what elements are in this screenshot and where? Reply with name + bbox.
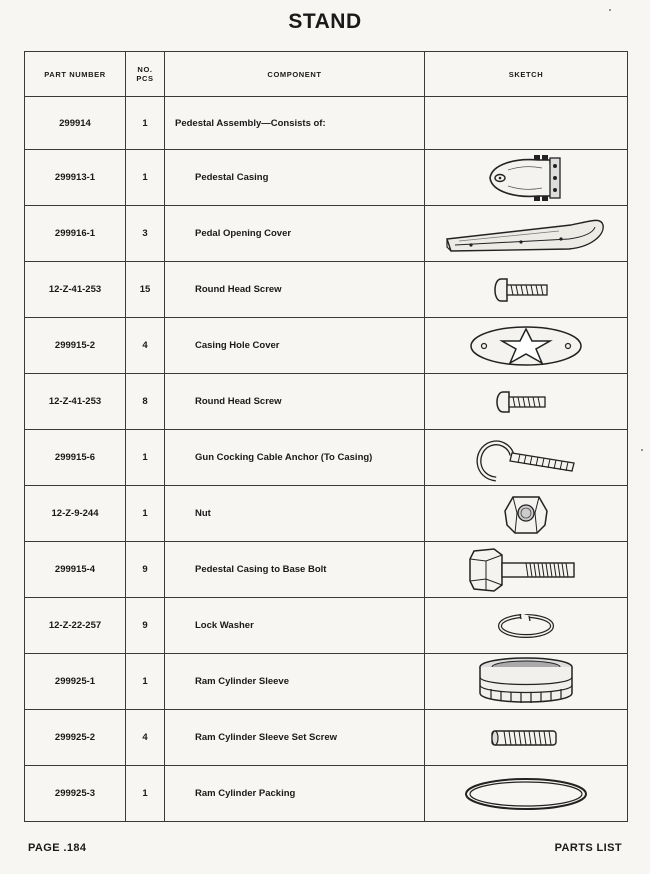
sketch-cell	[425, 206, 628, 262]
qty-cell: 4	[126, 318, 165, 374]
component-cell	[165, 710, 425, 766]
sketch-cell	[425, 542, 628, 598]
part-number-cell: 299916-1	[25, 206, 126, 262]
sketch-cell	[425, 318, 628, 374]
part-number-cell: 12-Z-41-253	[25, 374, 126, 430]
set-screw-icon	[486, 723, 566, 753]
sketch-cell	[425, 150, 628, 206]
component-cell	[165, 654, 425, 710]
parts-table	[24, 51, 628, 822]
sketch-cell	[425, 486, 628, 542]
round-head-screw-icon	[491, 275, 561, 305]
component-cell	[165, 318, 425, 374]
cylinder-sleeve-icon	[471, 655, 581, 709]
qty-cell: 1	[126, 766, 165, 822]
page-title: STAND	[288, 10, 362, 33]
table-row	[25, 206, 628, 262]
component-label: Round Head Screw	[195, 284, 282, 295]
part-number-cell: 299915-2	[25, 318, 126, 374]
qty-cell: 15	[126, 262, 165, 318]
component-label: Pedestal Casing to Base Bolt	[195, 564, 327, 575]
component-cell	[165, 262, 425, 318]
part-number-cell: 299915-4	[25, 542, 126, 598]
qty-cell: 8	[126, 374, 165, 430]
qty-cell: 1	[126, 430, 165, 486]
component-label: Ram Cylinder Packing	[195, 788, 296, 799]
sketch-cell	[425, 598, 628, 654]
part-number-cell: 299925-1	[25, 654, 126, 710]
part-number-cell: 299925-2	[25, 710, 126, 766]
qty-cell: 9	[126, 542, 165, 598]
header-no-pcs	[126, 52, 165, 97]
qty-cell: 1	[126, 486, 165, 542]
component-label: Lock Washer	[195, 620, 254, 631]
qty-cell: 9	[126, 598, 165, 654]
hex-bolt-icon	[466, 545, 586, 595]
qty-cell: 4	[126, 710, 165, 766]
component-cell	[165, 486, 425, 542]
round-head-screw-icon	[491, 387, 561, 417]
section-label: PARTS LIST	[554, 842, 622, 854]
table-row	[25, 542, 628, 598]
part-number-cell: 299913-1	[25, 150, 126, 206]
sketch-cell	[425, 430, 628, 486]
header-part-number: PART NUMBER	[25, 52, 126, 97]
page-number: PAGE .184	[28, 842, 87, 854]
component-label: Pedestal Casing	[195, 172, 269, 183]
sketch-cell	[425, 262, 628, 318]
table-row	[25, 710, 628, 766]
hook-anchor-icon	[466, 433, 586, 483]
header-no-pcs-line2: PCS	[136, 74, 154, 83]
qty-cell: 1	[126, 97, 165, 150]
table-row	[25, 318, 628, 374]
component-label: Pedal Opening Cover	[195, 228, 292, 239]
part-number-cell: 299915-6	[25, 430, 126, 486]
component-label: Round Head Screw	[195, 396, 282, 407]
component-cell	[165, 150, 425, 206]
component-label: Casing Hole Cover	[195, 340, 280, 351]
component-cell	[165, 374, 425, 430]
table-row	[25, 150, 628, 206]
part-number-cell: 12-Z-22-257	[25, 598, 126, 654]
component-label: Ram Cylinder Sleeve Set Screw	[195, 732, 338, 743]
component-cell	[165, 598, 425, 654]
component-cell	[165, 430, 425, 486]
table-header-row	[25, 52, 628, 97]
component-label: Pedestal Assembly—Consists of:	[175, 117, 326, 129]
table-row	[25, 430, 628, 486]
paper-speck	[641, 449, 643, 451]
component-cell	[165, 206, 425, 262]
part-number-cell: 12-Z-9-244	[25, 486, 126, 542]
pedal-cover-icon	[441, 209, 611, 259]
qty-cell: 1	[126, 150, 165, 206]
component-cell	[165, 542, 425, 598]
table-row	[25, 766, 628, 822]
table-row	[25, 97, 628, 150]
qty-cell: 3	[126, 206, 165, 262]
component-label: Nut	[195, 508, 211, 519]
part-number-cell: 299925-3	[25, 766, 126, 822]
component-cell	[165, 766, 425, 822]
part-number-cell: 299914	[25, 97, 126, 150]
packing-ring-icon	[461, 774, 591, 814]
sketch-cell	[425, 766, 628, 822]
header-no-pcs-line1: NO.	[137, 65, 153, 74]
table-row	[25, 654, 628, 710]
casing-hole-cover-icon	[466, 323, 586, 369]
table-row	[25, 598, 628, 654]
sketch-cell	[425, 654, 628, 710]
component-cell	[165, 97, 425, 150]
lock-washer-icon	[491, 611, 561, 641]
component-label: Gun Cocking Cable Anchor (To Casing)	[195, 452, 373, 463]
sketch-cell	[425, 374, 628, 430]
table-row	[25, 374, 628, 430]
hex-nut-icon	[501, 491, 551, 537]
header-component: COMPONENT	[165, 52, 425, 97]
sketch-cell	[425, 710, 628, 766]
table-row	[25, 486, 628, 542]
table-row	[25, 262, 628, 318]
qty-cell: 1	[126, 654, 165, 710]
sketch-cell-empty	[425, 97, 628, 150]
part-number-cell: 12-Z-41-253	[25, 262, 126, 318]
paper-speck	[609, 9, 611, 11]
pedestal-casing-icon	[476, 152, 576, 204]
header-sketch: SKETCH	[425, 52, 628, 97]
component-label: Ram Cylinder Sleeve	[195, 676, 289, 687]
